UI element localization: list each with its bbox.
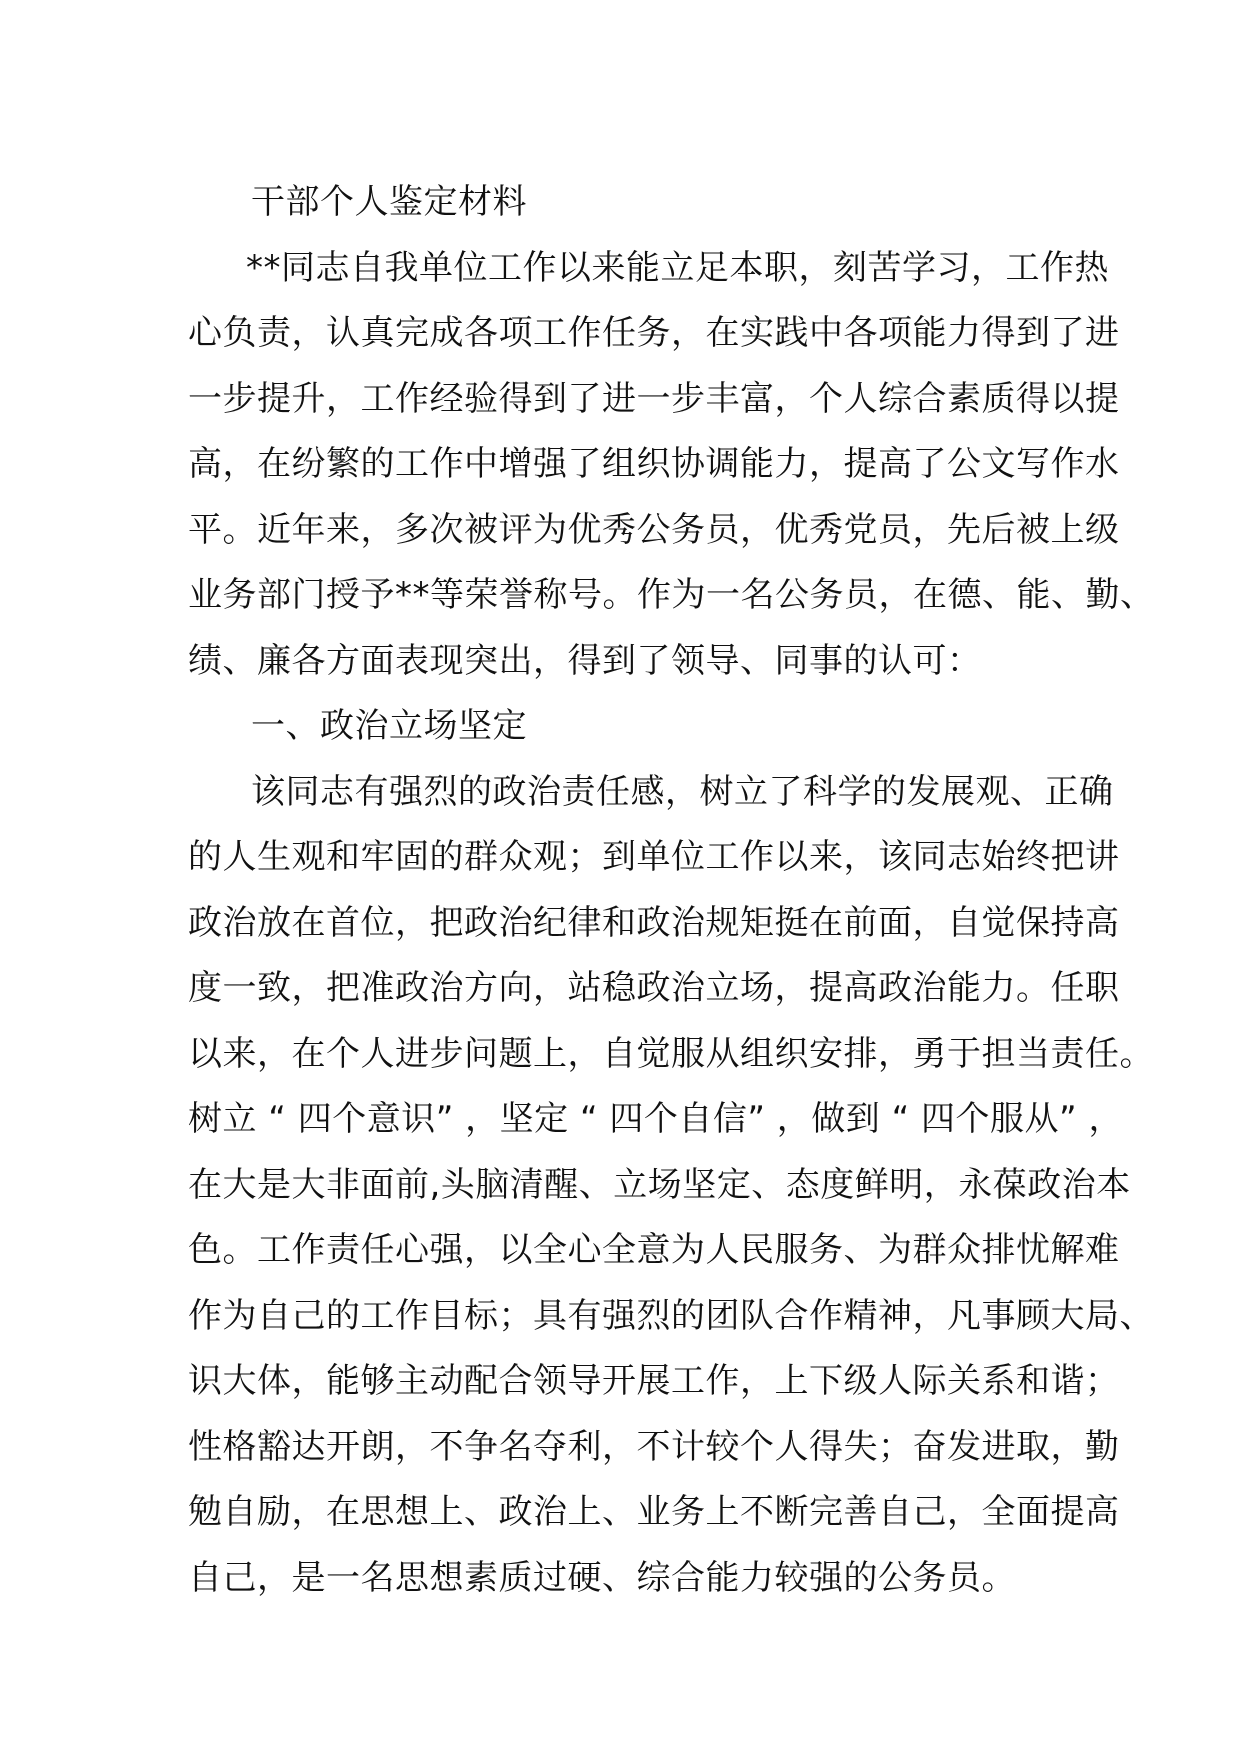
paragraph-1-line: 一步提升，工作经验得到了进一步丰富，个人综合素质得以提: [188, 378, 1120, 419]
paragraph-2-line: 识大体，能够主动配合领导开展工作，上下级人际关系和谐；: [188, 1361, 1120, 1401]
paragraph-1-line: **同志自我单位工作以来能立足本职，刻苦学习，工作热: [246, 247, 1109, 288]
paragraph-2-line: 度一致，把准政治方向，站稳政治立场，提高政治能力。任职: [188, 968, 1120, 1008]
paragraph-2-line: 树立 “ 四个意识” ，坚定 “ 四个自信” ，做到 “ 四个服从” ，: [188, 1099, 1123, 1139]
paragraph-2-line: 自己，是一名思想素质过硬、综合能力较强的公务员。: [188, 1557, 1016, 1598]
paragraph-2-line: 勉自励，在思想上、政治上、业务上不断完善自己，全面提高: [188, 1492, 1120, 1532]
paragraph-2-line: 作为自己的工作目标；具有强烈的团队合作精神，凡事顾大局、: [188, 1295, 1154, 1336]
paragraph-2-line: 性格豁达开朗，不争名夺利，不计较个人得失；奋发进取，勤: [188, 1426, 1120, 1467]
paragraph-2-line: 以来，在个人进步问题上，自觉服从组织安排，勇于担当责任。: [188, 1033, 1154, 1074]
paragraph-1-line: 高，在纷繁的工作中增强了组织协调能力，提高了公文写作水: [188, 444, 1120, 484]
paragraph-2-line: 该同志有强烈的政治责任感，树立了科学的发展观、正确: [251, 771, 1114, 812]
paragraph-1-line: 平。近年来，多次被评为优秀公务员，优秀党员，先后被上级: [188, 509, 1120, 550]
paragraph-1-line: 绩、廉各方面表现突出，得到了领导、同事的认可：: [188, 640, 982, 681]
section-heading: 一、政治立场坚定: [251, 706, 527, 746]
paragraph-2-line: 的人生观和牢固的群众观；到单位工作以来，该同志始终把讲: [188, 837, 1120, 877]
paragraph-2-line: 色。工作责任心强，以全心全意为人民服务、为群众排忧解难: [188, 1230, 1120, 1270]
paragraph-1-line: 业务部门授予**等荣誉称号。作为一名公务员，在德、能、勤、: [188, 575, 1155, 615]
paragraph-2-line: 政治放在首位，把政治纪律和政治规矩挺在前面，自觉保持高: [188, 902, 1120, 943]
paragraph-2-line: 在大是大非面前,头脑清醒、立场坚定、态度鲜明，永葆政治本: [188, 1164, 1131, 1205]
document-body: [188, 170, 1155, 1611]
document-title: 干部个人鉴定材料: [251, 182, 527, 222]
paragraph-1-line: 心负责，认真完成各项工作任务，在实践中各项能力得到了进: [188, 313, 1120, 353]
